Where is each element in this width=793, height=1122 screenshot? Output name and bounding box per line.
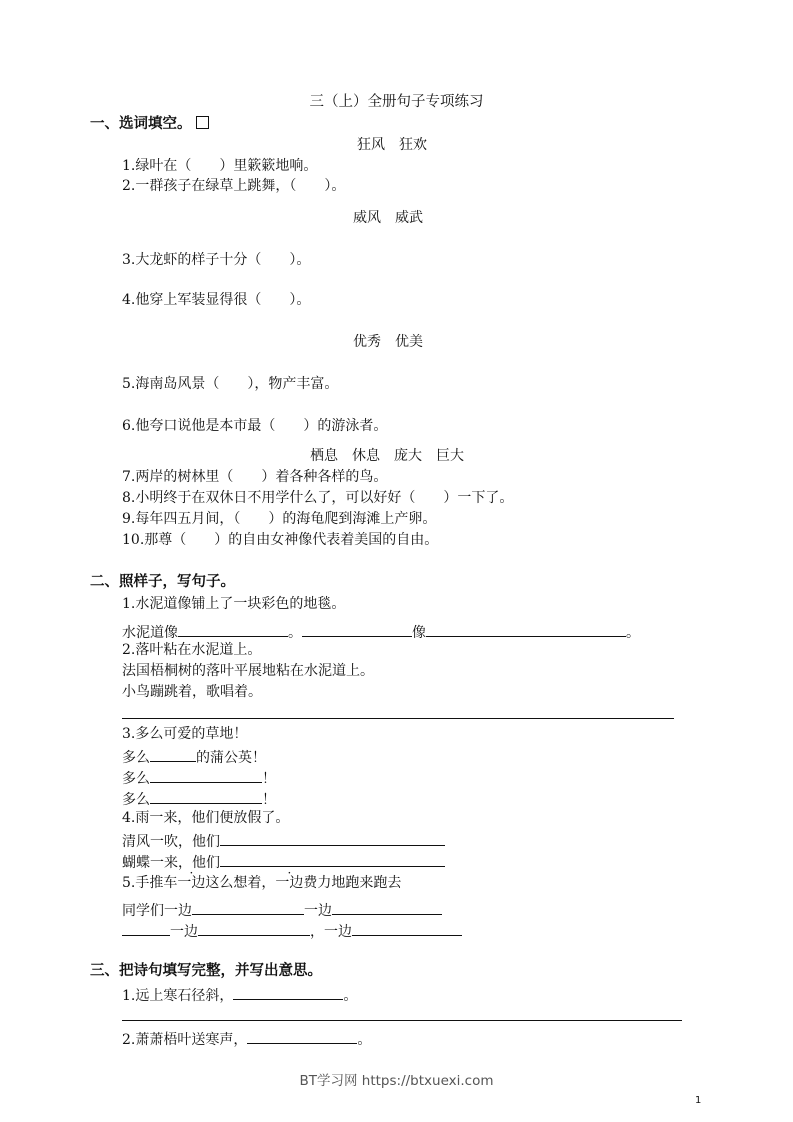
q5-text-a2: 一边	[304, 903, 332, 919]
question-1-10: 10.那尊（ ）的自由女神像代表着美国的自由。	[122, 532, 439, 548]
q3-text-c2: ！	[262, 792, 276, 808]
blank-line[interactable]	[150, 746, 196, 762]
q5-text-b1: 一边	[170, 924, 198, 940]
answer-line-2-4a	[122, 830, 445, 851]
answer-line-2-5a	[122, 899, 442, 920]
word-1: 优秀	[353, 334, 381, 350]
answer-rule[interactable]	[122, 718, 674, 719]
q1-text-d: 。	[626, 625, 640, 641]
question-2-2: 2.落叶粘在水泥道上。	[122, 642, 262, 658]
blank-line[interactable]	[198, 920, 310, 936]
answer-line-2-3c	[122, 788, 276, 809]
word-bank-3	[353, 333, 423, 351]
q3-1-end: 。	[343, 988, 358, 1004]
word-bank-2	[353, 209, 423, 227]
answer-rule[interactable]	[122, 1020, 682, 1021]
word-2: 威武	[395, 210, 423, 226]
blank-line[interactable]	[247, 1028, 357, 1044]
q3-2-end: 。	[357, 1032, 372, 1048]
page-number: 1	[695, 1095, 702, 1106]
section1-heading	[90, 115, 209, 133]
q1-text-c: 像	[412, 625, 426, 641]
q1-text-a: 水泥道像	[122, 625, 178, 641]
question-2-3: 3.多么可爱的草地！	[122, 726, 248, 742]
question-2-2-task: 小鸟蹦跳着，歌唱着。	[122, 684, 262, 700]
q3-2-text: 2.萧萧梧叶送寒声，	[122, 1032, 248, 1048]
answer-line-2-4b	[122, 851, 445, 872]
section3-heading: 三、把诗句填写完整，并写出意思。	[90, 963, 322, 979]
q3-text-a1: 多么	[122, 750, 150, 766]
q5-text-a1: 同学们一边	[122, 903, 192, 919]
word-4: 巨大	[436, 448, 464, 464]
q4-text-a: 清风一吹，他们	[122, 834, 220, 850]
q5-text-mid: 这么想着，	[205, 875, 276, 891]
q5-text-post: 费力地跑来跑去	[303, 875, 402, 891]
answer-line-2-5b	[122, 920, 462, 941]
question-2-1: 1.水泥道像铺上了一块彩色的地毯。	[122, 596, 346, 612]
blank-line[interactable]	[178, 621, 288, 637]
blank-line[interactable]	[220, 851, 445, 867]
word-1: 威风	[353, 210, 381, 226]
word-1: 狂风	[357, 137, 385, 153]
word-2: 狂欢	[399, 137, 427, 153]
q3-text-c1: 多么	[122, 792, 150, 808]
q3-text-a2: 的蒲公英！	[196, 750, 266, 766]
word-1: 栖息	[310, 448, 338, 464]
q5-text-b2: ，一边	[310, 924, 352, 940]
question-1-4: 4.他穿上军装显得很（ ）。	[122, 292, 311, 308]
blank-line[interactable]	[233, 984, 343, 1000]
q1-text-b: 。	[288, 625, 302, 641]
question-1-8: 8.小明终于在双休日不用学什么了，可以好好（ ）一下了。	[122, 490, 514, 506]
question-1-9: 9.每年四五月间，（ ）的海龟爬到海滩上产卵。	[122, 511, 437, 527]
question-2-2-example: 法国梧桐树的落叶平展地粘在水泥道上。	[122, 663, 374, 679]
blank-line[interactable]	[332, 899, 442, 915]
checkbox-icon	[196, 116, 209, 129]
q3-text-b1: 多么	[122, 771, 150, 787]
question-1-2: 2.一群孩子在绿草上跳舞，（ ）。	[122, 178, 346, 194]
blank-line[interactable]	[220, 830, 445, 846]
question-1-7: 7.两岸的树林里（ ）着各种各样的鸟。	[122, 469, 388, 485]
question-2-5	[122, 874, 401, 892]
question-1-6: 6.他夸口说他是本市最（ ）的游泳者。	[122, 418, 388, 434]
q4-text-b: 蝴蝶一来，他们	[122, 855, 220, 871]
question-1-3: 3.大龙虾的样子十分（ ）。	[122, 252, 311, 268]
q5-text-pre: 5.手推车	[122, 875, 178, 891]
q5-keyword-1: 一边	[177, 875, 206, 891]
blank-line[interactable]	[302, 621, 412, 637]
q3-1-text: 1.远上寒石径斜，	[122, 988, 234, 1004]
question-1-5: 5.海南岛风景（ ），物产丰富。	[122, 376, 339, 392]
q3-text-b2: ！	[262, 771, 276, 787]
word-2: 休息	[352, 448, 380, 464]
blank-line[interactable]	[150, 767, 262, 783]
answer-line-2-3b	[122, 767, 276, 788]
answer-line-2-1	[122, 621, 640, 642]
answer-line-2-3a	[122, 746, 266, 767]
question-2-4: 4.雨一来，他们便放假了。	[122, 810, 290, 826]
q5-keyword-2: 一边	[275, 875, 304, 891]
section2-heading: 二、照样子，写句子。	[90, 574, 235, 590]
blank-line[interactable]	[122, 920, 170, 936]
blank-line[interactable]	[426, 621, 626, 637]
word-bank-1	[357, 136, 427, 154]
blank-line[interactable]	[352, 920, 462, 936]
page-title: 三（上）全册句子专项练习	[309, 94, 484, 110]
blank-line[interactable]	[192, 899, 304, 915]
word-2: 优美	[395, 334, 423, 350]
word-bank-4	[310, 447, 464, 465]
section1-heading-text: 一、选词填空。	[90, 116, 192, 132]
answer-line-3-1	[122, 984, 357, 1005]
footer-watermark: BT学习网 https://btxuexi.com	[299, 1073, 494, 1089]
blank-line[interactable]	[150, 788, 262, 804]
question-1-1: 1.绿叶在（ ）里簌簌地响。	[122, 158, 318, 174]
answer-line-3-2	[122, 1028, 371, 1049]
word-3: 庞大	[394, 448, 422, 464]
